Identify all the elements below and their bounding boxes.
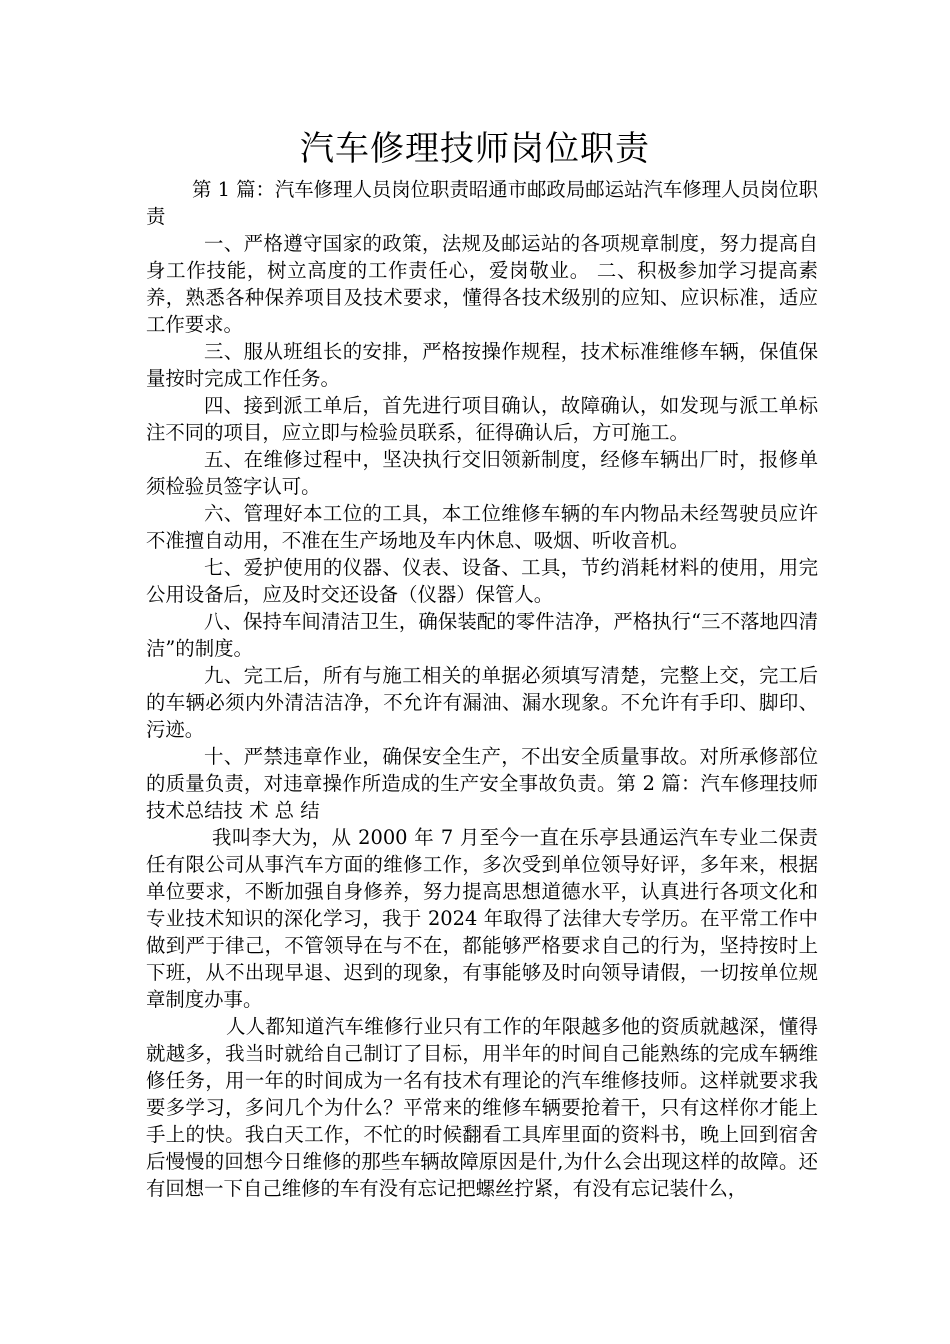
paragraph-duty-3: 三、服从班组长的安排，严格按操作规程，技术标准维修车辆，保值保量按时完成工作任务。	[146, 340, 818, 390]
paragraph-duty-10: 十、严禁违章作业，确保安全生产，不出安全质量事故。对所承修部位的质量负责，对违章操作所造成的生产安全事故负责。第 2 篇：汽车修理技师技术总结技 术 总 结	[146, 745, 818, 822]
paragraph-duty-9: 九、完工后，所有与施工相关的单据必须填写清楚，完整上交，完工后的车辆必须内外清洁洁净，不允许有漏油、漏水现象。不允许有手印、脚印、污迹。	[146, 664, 818, 741]
paragraph-duty-5: 五、在维修过程中，坚决执行交旧领新制度，经修车辆出厂时，报修单须检验员签字认可。	[146, 448, 818, 498]
paragraph-duty-1-2: 一、严格遵守国家的政策，法规及邮运站的各项规章制度，努力提高自身工作技能，树立高度的工作责任心，爱岗敬业。 二、积极参加学习提高素养，熟悉各种保养项目及技术要求，懂得各技术级别的应知、应识标准，适应工作要求。	[146, 232, 818, 336]
paragraph-summary-1: 我叫李大为，从 2000 年 7 月至今一直在乐亭县通运汽车专业二保责任有限公司从事汽车方面的维修工作，多次受到单位领导好评，多年来，根据单位要求，不断加强自身修养，努力提高思想道德水平，认真进行各项文化和专业技术知识的深化学习，我于 2024 年取得了法律大专学历。在平常工作中做到严于律己，不管领导在与不在，都能够严格要求自己的行为，坚持按时上下班，从不出现早退、迟到的现象，有事能够及时向领导请假，一切按单位规章制度办事。	[146, 826, 818, 1011]
document-title: 汽车修理技师岗位职责	[300, 129, 650, 169]
paragraph-intro: 第 1 篇：汽车修理人员岗位职责昭通市邮政局邮运站汽车修理人员岗位职责	[146, 178, 818, 228]
paragraph-duty-8: 八、保持车间清洁卫生，确保装配的零件洁净，严格执行“三不落地四清洁”的制度。	[146, 610, 818, 660]
paragraph-summary-2: 人人都知道汽车维修行业只有工作的年限越多他的资质就越深，懂得就越多，我当时就给自己制订了目标，用半年的时间自己能熟练的完成车辆维修任务，用一年的时间成为一名有技术有理论的汽车维修技师。这样就要求我要多学习，多问几个为什么？平常来的维修车辆要抢着干，只有这样你才能上手上的快。我白天工作，不忙的时候翻看工具库里面的资料书，晚上回到宿舍后慢慢的回想今日维修的那些车辆故障原因是什,为什么会出现这样的故障。还有回想一下自己维修的车有没有忘记把螺丝拧紧，有没有忘记装什么，	[146, 1015, 818, 1200]
paragraph-duty-6: 六、管理好本工位的工具，本工位维修车辆的车内物品未经驾驶员应许不准擅自动用，不准在生产场地及车内休息、吸烟、听收音机。	[146, 502, 818, 552]
document-body	[146, 176, 818, 1202]
paragraph-duty-4: 四、接到派工单后，首先进行项目确认，故障确认，如发现与派工单标注不同的项目，应立即与检验员联系，征得确认后，方可施工。	[146, 394, 818, 444]
paragraph-duty-7: 七、爱护使用的仪器、仪表、设备、工具，节约消耗材料的使用，用完公用设备后，应及时交还设备（仪器）保管人。	[146, 556, 818, 606]
